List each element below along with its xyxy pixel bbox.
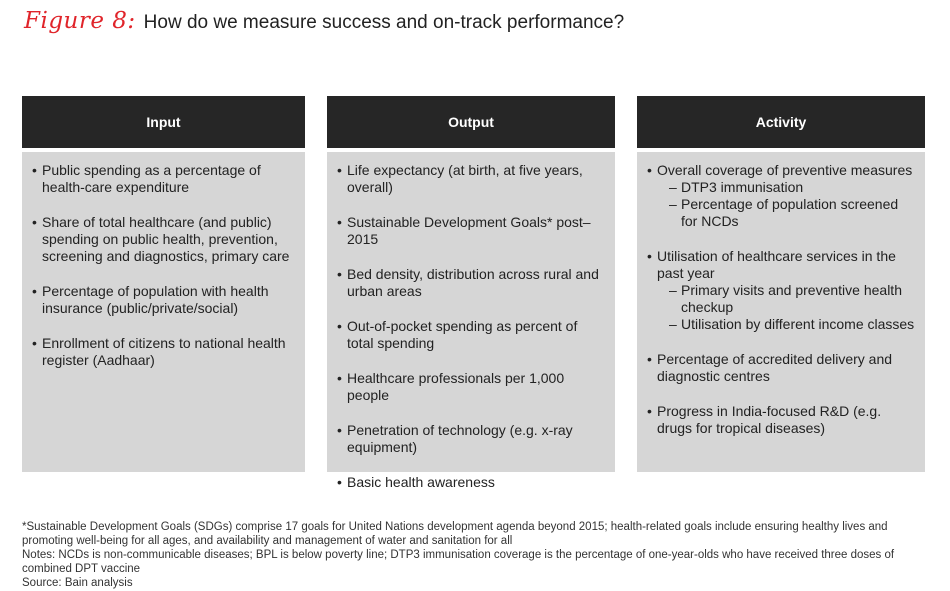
- column-input: [22, 96, 305, 472]
- figure-label: Figure 8:: [24, 8, 136, 34]
- list-item: [337, 162, 605, 196]
- sub-list-item: – Primary visits and preventive health checkup: [669, 282, 915, 316]
- bullet-list: [32, 162, 295, 369]
- column-body: [637, 152, 925, 472]
- list-item: [647, 351, 915, 385]
- list-item-text: Out-of-pocket spending as percent of total spending: [347, 318, 578, 351]
- sub-list-item: – Utilisation by different income classes: [669, 316, 915, 333]
- footnote-sdg: *Sustainable Development Goals (SDGs) comprise 17 goals for United Nations development agenda beyond 2015; health-related goals include ensuring healthy lives and promoting well-being for all ages, and availability and management of water and sanitation for all: [22, 521, 888, 547]
- footnote-notes: Notes: NCDs is non-communicable diseases; BPL is below poverty line; DTP3 immunisation coverage is the percentage of one-year-olds who have received three doses of combined DPT vaccine: [22, 549, 895, 575]
- list-item: [337, 266, 605, 300]
- list-item-text: Overall coverage of preventive measures: [657, 162, 913, 178]
- list-item-text: Percentage of population with health insurance (public/private/social): [42, 283, 269, 316]
- list-item: [337, 214, 605, 248]
- list-item: [337, 474, 605, 491]
- sub-list-item: – DTP3 immunisation: [669, 179, 915, 196]
- column-body: [22, 152, 305, 472]
- list-item-text: Sustainable Development Goals* post–2015: [347, 214, 591, 247]
- sub-list: [657, 282, 915, 333]
- list-item: [32, 214, 295, 265]
- sub-list-item: – Percentage of population screened for NCDs: [669, 196, 915, 230]
- list-item: [647, 403, 915, 437]
- bullet-list: [647, 162, 915, 437]
- list-item: [32, 335, 295, 369]
- list-item: [647, 162, 915, 230]
- list-item-text: Public spending as a percentage of health-care expenditure: [42, 162, 261, 195]
- list-item: [32, 162, 295, 196]
- list-item-text: Progress in India-focused R&D (e.g. drugs for tropical diseases): [657, 403, 882, 436]
- figure-title: How do we measure success and on-track performance?: [143, 12, 625, 33]
- column-output: [327, 96, 615, 490]
- list-item: [647, 248, 915, 333]
- list-item: [337, 422, 605, 456]
- footnotes: [22, 520, 932, 590]
- column-activity: [637, 96, 925, 472]
- column-header: Output: [327, 96, 615, 148]
- sub-list: [657, 179, 915, 230]
- list-item-text: Penetration of technology (e.g. x-ray equipment): [347, 422, 573, 455]
- column-header: Activity: [637, 96, 925, 148]
- list-item-text: Share of total healthcare (and public) spending on public health, prevention, screening and diagnostics, primary care: [42, 214, 290, 264]
- list-item: [32, 283, 295, 317]
- list-item-text: Bed density, distribution across rural and urban areas: [347, 266, 599, 299]
- list-item: [337, 370, 605, 404]
- list-item-text: Enrollment of citizens to national health register (Aadhaar): [42, 335, 286, 368]
- list-item-text: Utilisation of healthcare services in the past year: [657, 248, 896, 281]
- column-body: [327, 152, 615, 490]
- list-item-text: Percentage of accredited delivery and diagnostic centres: [657, 351, 893, 384]
- list-item: [337, 318, 605, 352]
- footnote-source: Source: Bain analysis: [22, 577, 133, 589]
- list-item-text: Basic health awareness: [347, 474, 495, 490]
- list-item-text: Life expectancy (at birth, at five years, overall): [347, 162, 583, 195]
- column-header: Input: [22, 96, 305, 148]
- figure-title-row: [24, 8, 624, 34]
- bullet-list: [337, 162, 605, 491]
- list-item-text: Healthcare professionals per 1,000 people: [347, 370, 565, 403]
